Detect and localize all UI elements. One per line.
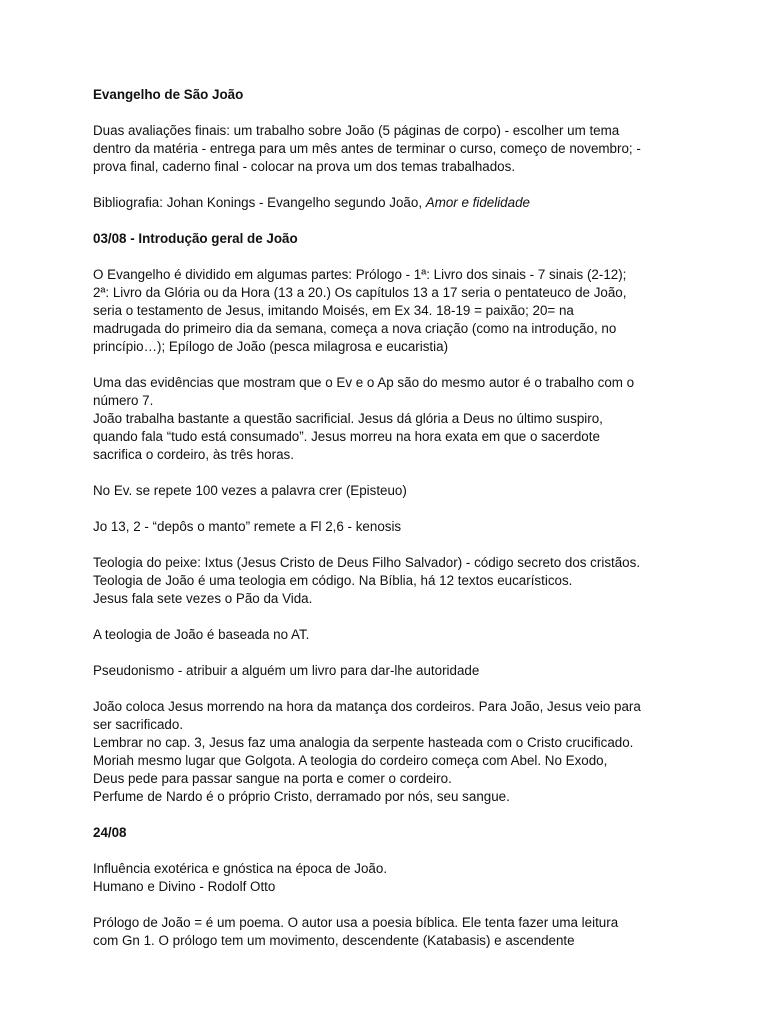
spacer xyxy=(93,212,693,230)
section-heading: 03/08 - Introdução geral de João xyxy=(93,231,298,246)
bibliography-line xyxy=(93,194,693,212)
spacer xyxy=(93,248,693,266)
text-line: quando fala “tudo está consumado”. Jesus morreu na hora exata em que o sacerdote xyxy=(93,429,600,444)
text-line: No Ev. se repete 100 vezes a palavra crer (Episteuo) xyxy=(93,483,407,498)
text-line: A teologia de João é baseada no AT. xyxy=(93,627,310,642)
paragraph xyxy=(93,482,693,500)
text-line: prova final, caderno final - colocar na prova um dos temas trabalhados. xyxy=(93,159,516,174)
paragraph xyxy=(93,374,693,464)
text-line: princípio…); Epílogo de João (pesca milagrosa e eucaristia) xyxy=(93,339,449,354)
spacer xyxy=(93,536,693,554)
paragraph xyxy=(93,860,693,896)
text-line: Teologia do peixe: Ixtus (Jesus Cristo de Deus Filho Salvador) - código secreto dos cristãos. xyxy=(93,555,641,570)
spacer xyxy=(93,842,693,860)
spacer xyxy=(93,464,693,482)
spacer xyxy=(93,608,693,626)
paragraph xyxy=(93,914,693,950)
text-line: Deus pede para passar sangue na porta e comer o cordeiro. xyxy=(93,771,452,786)
text-line: sacrifica o cordeiro, às três horas. xyxy=(93,447,294,462)
section-heading: 24/08 xyxy=(93,825,127,840)
text-line: Moriah mesmo lugar que Golgota. A teologia do cordeiro começa com Abel. No Exodo, xyxy=(93,753,608,768)
document-title: Evangelho de São João xyxy=(93,87,244,102)
text-line: Influência exotérica e gnóstica na época de João. xyxy=(93,861,388,876)
bibliography-paragraph xyxy=(93,194,693,212)
spacer xyxy=(93,806,693,824)
text-line: Jo 13, 2 - “depôs o manto” remete a Fl 2,6 - kenosis xyxy=(93,519,402,534)
text-line: Lembrar no cap. 3, Jesus faz uma analogia da serpente hasteada com o Cristo crucificado. xyxy=(93,735,634,750)
text-line: Perfume de Nardo é o próprio Cristo, derramado por nós, seu sangue. xyxy=(93,789,510,804)
text-line: 2ª: Livro da Glória ou da Hora (13 a 20.) Os capítulos 13 a 17 seria o pentateuco de João, xyxy=(93,285,627,300)
spacer xyxy=(93,500,693,518)
text-line: Uma das evidências que mostram que o Ev e o Ap são do mesmo autor é o trabalho com o xyxy=(93,375,635,390)
spacer xyxy=(93,176,693,194)
spacer xyxy=(93,104,693,122)
document-page xyxy=(93,86,693,950)
text-line: com Gn 1. O prólogo tem um movimento, descendente (Katabasis) e ascendente xyxy=(93,933,575,948)
text-line: O Evangelho é dividido em algumas partes: Prólogo - 1ª: Livro dos sinais - 7 sinais (2-12); xyxy=(93,267,627,282)
text-line: seria o testamento de Jesus, imitando Moisés, em Ex 34. 18-19 = paixão; 20= na xyxy=(93,303,574,318)
paragraph xyxy=(93,554,693,608)
spacer xyxy=(93,644,693,662)
text-line: Teologia de João é uma teologia em código. Na Bíblia, há 12 textos eucarísticos. xyxy=(93,573,573,588)
text-line: madrugada do primeiro dia da semana, começa a nova criação (como na introdução, no xyxy=(93,321,617,336)
paragraph xyxy=(93,626,693,644)
spacer xyxy=(93,896,693,914)
text-line: ser sacrificado. xyxy=(93,717,184,732)
spacer xyxy=(93,680,693,698)
bibliography-book-title: Amor e fidelidade xyxy=(425,195,530,210)
text-line: Pseudonismo - atribuir a alguém um livro para dar-lhe autoridade xyxy=(93,663,480,678)
bibliography-text: Bibliografia: Johan Konings - Evangelho segundo João, xyxy=(93,195,426,210)
text-line: João coloca Jesus morrendo na hora da matança dos cordeiros. Para João, Jesus veio para xyxy=(93,699,641,714)
text-line: Duas avaliações finais: um trabalho sobre João (5 páginas de corpo) - escolher um tema xyxy=(93,123,620,138)
text-line: Prólogo de João = é um poema. O autor usa a poesia bíblica. Ele tenta fazer uma leitura xyxy=(93,915,619,930)
paragraph xyxy=(93,662,693,680)
text-line: Jesus fala sete vezes o Pão da Vida. xyxy=(93,591,313,606)
spacer xyxy=(93,356,693,374)
text-line: dentro da matéria - entrega para um mês antes de terminar o curso, começo de novembro; - xyxy=(93,141,641,156)
text-line: Humano e Divino - Rodolf Otto xyxy=(93,879,276,894)
text-line: número 7. xyxy=(93,393,154,408)
paragraph xyxy=(93,518,693,536)
text-line: João trabalha bastante a questão sacrificial. Jesus dá glória a Deus no último suspiro, xyxy=(93,411,603,426)
intro-paragraph xyxy=(93,122,693,176)
paragraph xyxy=(93,698,693,806)
paragraph xyxy=(93,266,693,356)
